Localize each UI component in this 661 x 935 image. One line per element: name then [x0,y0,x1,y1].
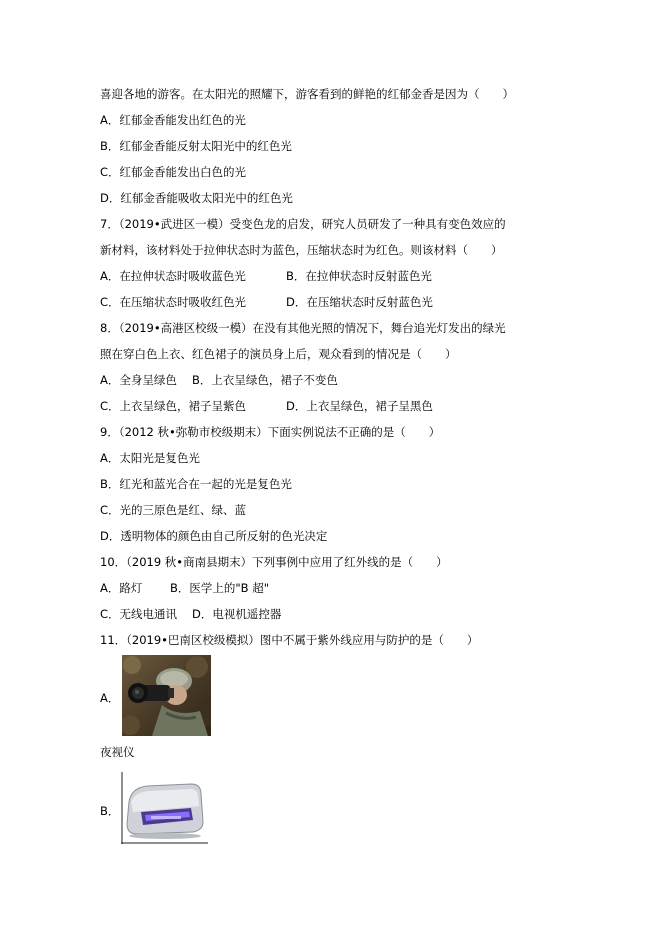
night-vision-soldier-image [122,655,211,736]
uv-money-detector-photo [121,772,208,844]
q10-option-a: A．路灯 [100,581,143,595]
q6-option-b: B．红郁金香能反射太阳光中的红色光 [100,139,292,153]
q11-stem: 11．（2019•巴南区校级模拟）图中不属于紫外线应用与防护的是（ ） [100,633,479,647]
q6-option-a: A．红郁金香能发出红色的光 [100,113,246,127]
q11-option-b-letter: B． [100,804,120,818]
q6-stem: 喜迎各地的游客。在太阳光的照耀下，游客看到的鲜艳的红郁金香是因为（ ） [100,87,514,101]
q6-option-d: D．红郁金香能吸收太阳光中的红色光 [100,191,293,205]
q8-stem-line2: 照在穿白色上衣、红色裙子的演员身上后，观众看到的情况是（ ） [100,347,457,361]
q10-option-c: C．无线电通讯 [100,607,178,621]
q7-option-a: A．在拉伸状态时吸收蓝色光 [100,269,246,283]
q9-option-b: B．红光和蓝光合在一起的光是复色光 [100,477,292,491]
q7-option-b: B．在拉伸状态时反射蓝色光 [286,269,432,283]
q6-option-c: C．红郁金香能发出白色的光 [100,165,247,179]
q7-stem-line2: 新材料，该材料处于拉伸状态时为蓝色，压缩状态时为红色。则该材料（ ） [100,243,503,257]
q9-option-a: A．太阳光是复色光 [100,451,200,465]
q9-option-c: C．光的三原色是红、绿、蓝 [100,503,247,517]
q11-option-a-letter: A． [100,691,120,705]
q10-option-b: B．医学上的"B 超" [170,581,270,595]
q9-option-d: D．透明物体的颜色由自己所反射的色光决定 [100,529,328,543]
q8-option-b: B．上衣呈绿色，裙子不变色 [192,373,338,387]
q9-stem: 9．（2012 秋•弥勒市校级期末）下面实例说法不正确的是（ ） [100,425,441,439]
q10-option-d: D．电视机遥控器 [192,607,282,621]
q8-option-a: A．全身呈绿色 [100,373,177,387]
night-vision-photo [122,655,211,736]
uv-money-detector-image [121,772,208,844]
q7-stem-line1: 7．（2019•武进区一模）受变色龙的启发，研究人员研发了一种具有变色效应的 [100,217,506,231]
q8-stem-line1: 8．（2019•高港区校级一模）在没有其他光照的情况下，舞台追光灯发出的绿光 [100,321,506,335]
q10-stem: 10．（2019 秋•商南县期末）下列事例中应用了红外线的是（ ） [100,555,448,569]
q11-option-a-caption: 夜视仪 [100,745,135,759]
q8-option-d: D．上衣呈绿色，裙子呈黑色 [286,399,433,413]
q7-option-d: D．在压缩状态时反射蓝色光 [286,295,433,309]
q7-option-c: C．在压缩状态时吸收红色光 [100,295,247,309]
q8-option-c: C．上衣呈绿色，裙子呈紫色 [100,399,247,413]
